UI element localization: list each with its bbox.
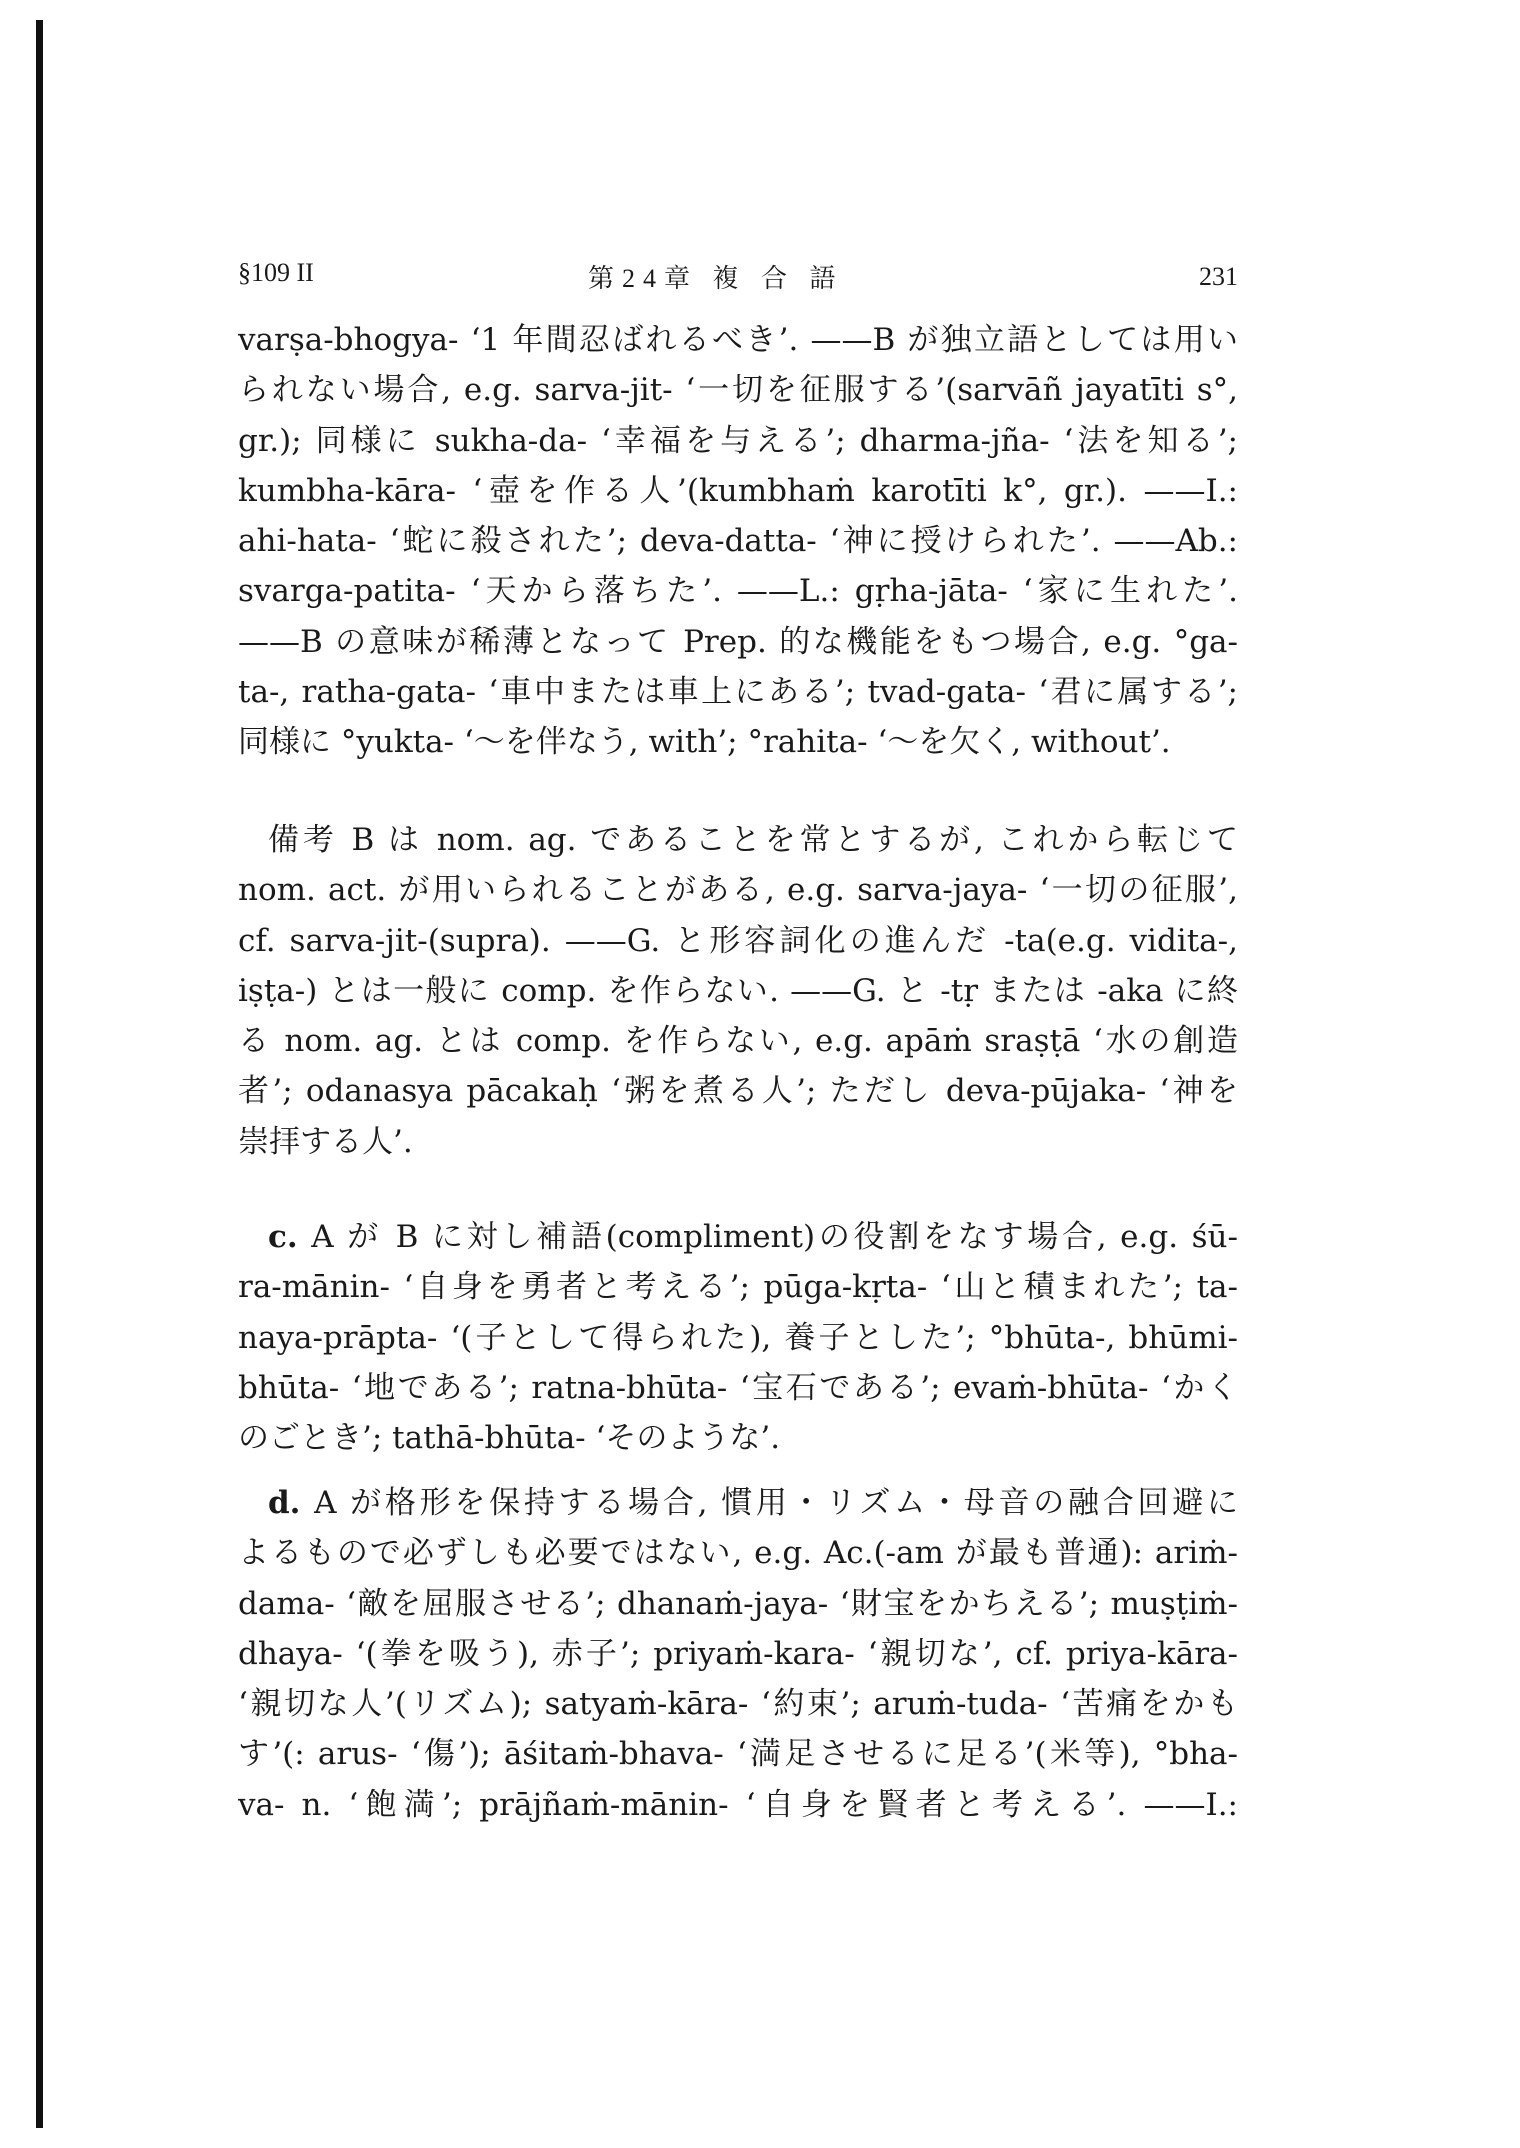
text-line: 同様に °yukta- ‘～を伴なう, with’; °rahita- ‘～を欠く, without’. bbox=[238, 724, 1171, 761]
section-d-label: d. bbox=[268, 1485, 301, 1521]
text-line: naya-prāpta- ‘(子として得られた), 養子とした’; °bhūta-, bhūmi- bbox=[238, 1319, 1238, 1356]
section-reference: §109 II bbox=[238, 258, 314, 287]
text-line: varṣa-bhogya- ‘1 年間忍ばれるべき’. ——B が独立語としては用い bbox=[238, 322, 1238, 358]
text-line: られない場合, e.g. sarva-jit- ‘一切を征服する’(sarvāñ jayatīti s°, bbox=[238, 372, 1238, 409]
text-line: ahi-hata- ‘蛇に殺された’; deva-datta- ‘神に授けられた’. ——Ab.: bbox=[238, 523, 1238, 560]
section-c-label: c. bbox=[268, 1219, 298, 1255]
text-line: よるもので必ずしも必要ではない, e.g. Ac.(-am が最も普通): ariṁ- bbox=[238, 1535, 1238, 1572]
running-header bbox=[238, 252, 1238, 296]
text-line: iṣṭa-) とは一般に comp. を作らない. ——G. と -tṛ または -aka に終 bbox=[238, 972, 1238, 1009]
note-paragraph bbox=[238, 815, 1238, 1167]
text-line bbox=[238, 1212, 1238, 1262]
text-line bbox=[238, 1478, 1238, 1528]
text-line: dhaya- ‘(拳を吸う), 赤子’; priyaṁ-kara- ‘親切な’, cf. priya-kāra- bbox=[238, 1635, 1238, 1672]
page-number: 231 bbox=[1199, 262, 1238, 291]
text-line: dama- ‘敵を屈服させる’; dhanaṁ-jaya- ‘財宝をかちえる’; muṣṭiṁ- bbox=[238, 1585, 1238, 1622]
text-line: す’(: arus- ‘傷’); āśitaṁ-bhava- ‘満足させるに足る’(米等), °bha- bbox=[238, 1736, 1238, 1773]
text-line: nom. act. が用いられることがある, e.g. sarva-jaya- ‘一切の征服’, bbox=[238, 872, 1238, 909]
text-line: bhūta- ‘地である’; ratna-bhūta- ‘宝石である’; evaṁ-bhūta- ‘かく bbox=[238, 1369, 1238, 1406]
text-line: 崇拝する人’. bbox=[238, 1123, 413, 1160]
text-line: gr.); 同様に sukha-da- ‘幸福を与える’; dharma-jña- ‘法を知る’; bbox=[238, 422, 1238, 459]
text-line: va- n. ‘飽満’; prājñaṁ-mānin- ‘自身を賢者と考える’. ——I.: bbox=[238, 1786, 1238, 1823]
section-d bbox=[238, 1478, 1238, 1830]
text-line: る nom. ag. とは comp. を作らない, e.g. apāṁ sraṣṭā ‘水の創造 bbox=[238, 1023, 1238, 1060]
section-c-first-line: A が B に対し補語(compliment)の役割をなす場合, e.g. śū- bbox=[311, 1219, 1238, 1255]
text-line: svarga-patita- ‘天から落ちた’. ——L.: gṛha-jāta- ‘家に生れた’. bbox=[238, 573, 1238, 610]
paragraph-compounds-continued bbox=[238, 315, 1238, 768]
text-line: cf. sarva-jit-(supra). ——G. と形容詞化の進んだ -ta(e.g. vidita-, bbox=[238, 922, 1238, 959]
text-line: 者’; odanasya pācakaḥ ‘粥を煮る人’; ただし deva-pūjaka- ‘神を bbox=[238, 1073, 1238, 1110]
text-line: 備考 B は nom. ag. であることを常とするが, これから転じて bbox=[268, 822, 1238, 858]
text-line: ta-, ratha-gata- ‘車中または車上にある’; tvad-gata- ‘君に属する’; bbox=[238, 674, 1238, 711]
page-binding-edge bbox=[36, 20, 43, 2128]
chapter-title: 第24章 複 合 語 bbox=[588, 264, 844, 293]
text-line: ra-mānin- ‘自身を勇者と考える’; pūga-kṛta- ‘山と積まれた’; ta- bbox=[238, 1269, 1238, 1306]
section-c bbox=[238, 1212, 1238, 1463]
section-d-first-line: A が格形を保持する場合, 慣用・リズム・母音の融合回避に bbox=[314, 1485, 1238, 1521]
text-line: ‘親切な人’(リズム); satyaṁ-kāra- ‘約束’; aruṁ-tuda- ‘苦痛をかも bbox=[238, 1686, 1238, 1723]
text-line: のごとき’; tathā-bhūta- ‘そのような’. bbox=[238, 1420, 781, 1457]
text-line: kumbha-kāra- ‘壺を作る人’(kumbhaṁ karotīti k°, gr.). ——I.: bbox=[238, 472, 1238, 509]
text-line: ——B の意味が稀薄となって Prep. 的な機能をもつ場合, e.g. °ga- bbox=[238, 623, 1238, 660]
